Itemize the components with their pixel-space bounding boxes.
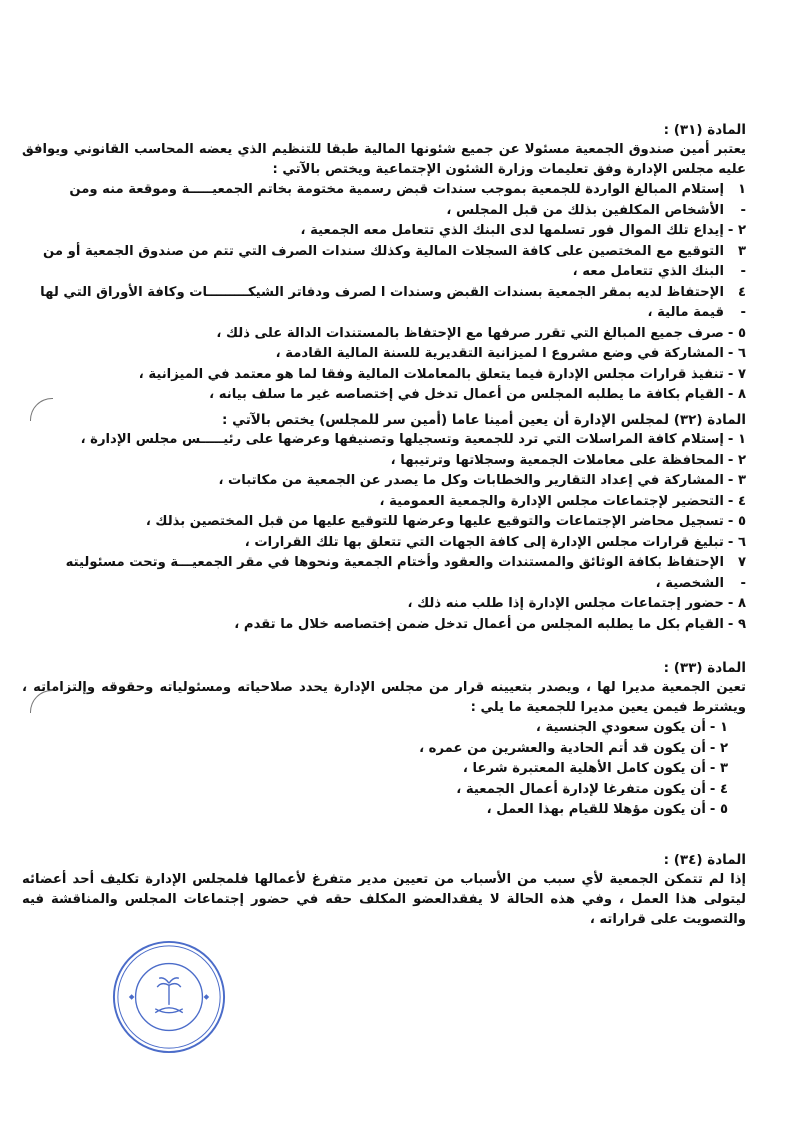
article-33-intro: تعين الجمعية مديرا لها ، ويصدر بتعيينه قرار من مجلس الإدارة يحدد صلاحياته ومسئولياته وحقوقه وإلتزاماته ، ويشترط فيمن يعين مديرا للجمعية ما يلي : [22, 680, 746, 715]
article-34-title: المادة (٣٤) : [663, 852, 746, 868]
list-item: ١ - أن يكون سعودي الجنسية ، [535, 720, 728, 735]
article-31-intro: يعتبر أمين صندوق الجمعية مسئولا عن جميع شئونها المالية طبقا للتنظيم الذي يعضه المحاسب القانوني ويوافق عليه مجلس الإدارة وفق تعليمات وزارة الشئون الإجتماعية ويختص بالآتي : [22, 142, 746, 177]
article-34 [22, 850, 746, 930]
list-item: ٩ - القيام بكل ما يطلبه المجلس من أعمال تدخل ضمن إختصاصه خلال ما تقدم ، [234, 616, 746, 632]
article-32 [22, 410, 746, 635]
list-item: ٣ - التوقيع مع المختصين على كافة السجلات المالية وكذلك سندات الصرف التي تتم من صندوق الجمعية أو من البنك الذي تتعامل معه ، [43, 243, 746, 279]
article-33-list [22, 718, 746, 821]
list-item: ٧ - تنفيذ قرارات مجلس الإدارة فيما يتعلق بالمعاملات المالية وفقا لما هو معتمد في الميزانية ، [138, 366, 746, 382]
list-item: ٥ - صرف جميع المبالغ التي تقرر صرفها مع الإحتفاظ بالمستندات الدالة على ذلك ، [216, 325, 746, 341]
list-item: ٥ - تسجيل محاضر الإجتماعات والتوقيع عليها وعرضها للتوقيع عليها من قبل المختصين بذلك ، [145, 514, 746, 529]
list-item: ٦ - تبليغ قرارات مجلس الإدارة إلى كافة الجهات التي تتعلق بها تلك القرارات ، [244, 534, 746, 550]
article-33-title: المادة (٣٣) : [663, 660, 746, 676]
list-item: ٦ - المشاركة في وضع مشروع ا لميزانية التقديرية للسنة المالية القادمة ، [275, 346, 746, 361]
article-31-list [22, 180, 746, 406]
list-item: ٤ - التحضير لإجتماعات مجلس الإدارة والجمعية العمومية ، [379, 493, 746, 509]
list-item: ١ - إستلام المبالغ الواردة للجمعية بموجب سندات قبض رسمية مختومة بخاتم الجمعيـــــة وموقعة منه ومن الأشخاص المكلفين بذلك من قبل المجلس ، [69, 182, 746, 218]
list-item: ٢ - أن يكون قد أتم الحادية والعشرين من عمره ، [419, 740, 728, 756]
list-item: ٨ - القيام بكافة ما يطلبه المجلس من أعمال تدخل في إختصاصه غير ما سلف بيانه ، [209, 387, 746, 402]
list-item: ٤ - أن يكون متفرغا لإدارة أعمال الجمعية ، [456, 781, 728, 797]
list-item: ٤ - الإحتفاظ لديه بمقر الجمعية بسندات القبض وسندات ا لصرف ودفاتر الشيكـــــــــات وكافة الأوراق التي لها قيمة مالية ، [40, 284, 746, 320]
list-item: ١ - إستلام كافة المراسلات التي ترد للجمعية وتسجيلها وتصنيفها وعرضها على رئيـــــس مجلس الإدارة ، [80, 432, 746, 447]
list-item: ٧ - الإحتفاظ بكافة الوثائق والمستندات والعقود وأختام الجمعية ونحوها في مقر الجمعيـــة وتحت مسئوليته الشخصية ، [65, 555, 746, 591]
article-31 [22, 120, 746, 406]
list-item: ٢ - إيداع تلك الموال فور تسلمها لدى البنك الذي تتعامل معه الجمعية ، [300, 223, 746, 238]
list-item: ٢ - المحافظة على معاملات الجمعية وسجلاتها وترتيبها ، [390, 452, 746, 468]
list-item: ٣ - المشاركة في إعداد التقارير والخطابات وكل ما يصدر عن الجمعية من مكاتبات ، [218, 473, 746, 488]
list-item: ٨ - حضور إجتماعات مجلس الإدارة إذا طلب منه ذلك ، [407, 596, 746, 611]
ministry-stamp [110, 938, 228, 1056]
article-32-list [22, 430, 746, 635]
palm-emblem-icon [155, 978, 183, 1013]
list-item: ٥ - أن يكون مؤهلا للقيام بهذا العمل ، [486, 802, 728, 817]
article-33 [22, 658, 746, 821]
article-32-title: المادة (٣٢) لمجلس الإدارة أن يعين أمينا عاما (أمين سر للمجلس) يختص بالآتي : [221, 412, 746, 428]
article-34-text: إذا لم تتمكن الجمعية لأي سبب من الأسباب من تعيين مدير متفرغ لأعمالها فلمجلس الإدارة تكليف أحد أعضائه ليتولى هذا العمل ، وفي هذه الحالة لا يفقدالعضو المكلف حقه في حضور إجتماعات المجلس والمناقشة فيه والتصويت على قراراته ، [22, 872, 746, 927]
article-31-title: المادة (٣١) : [663, 122, 746, 138]
list-item: ٣ - أن يكون كامل الأهلية المعتبرة شرعا ، [462, 761, 728, 776]
